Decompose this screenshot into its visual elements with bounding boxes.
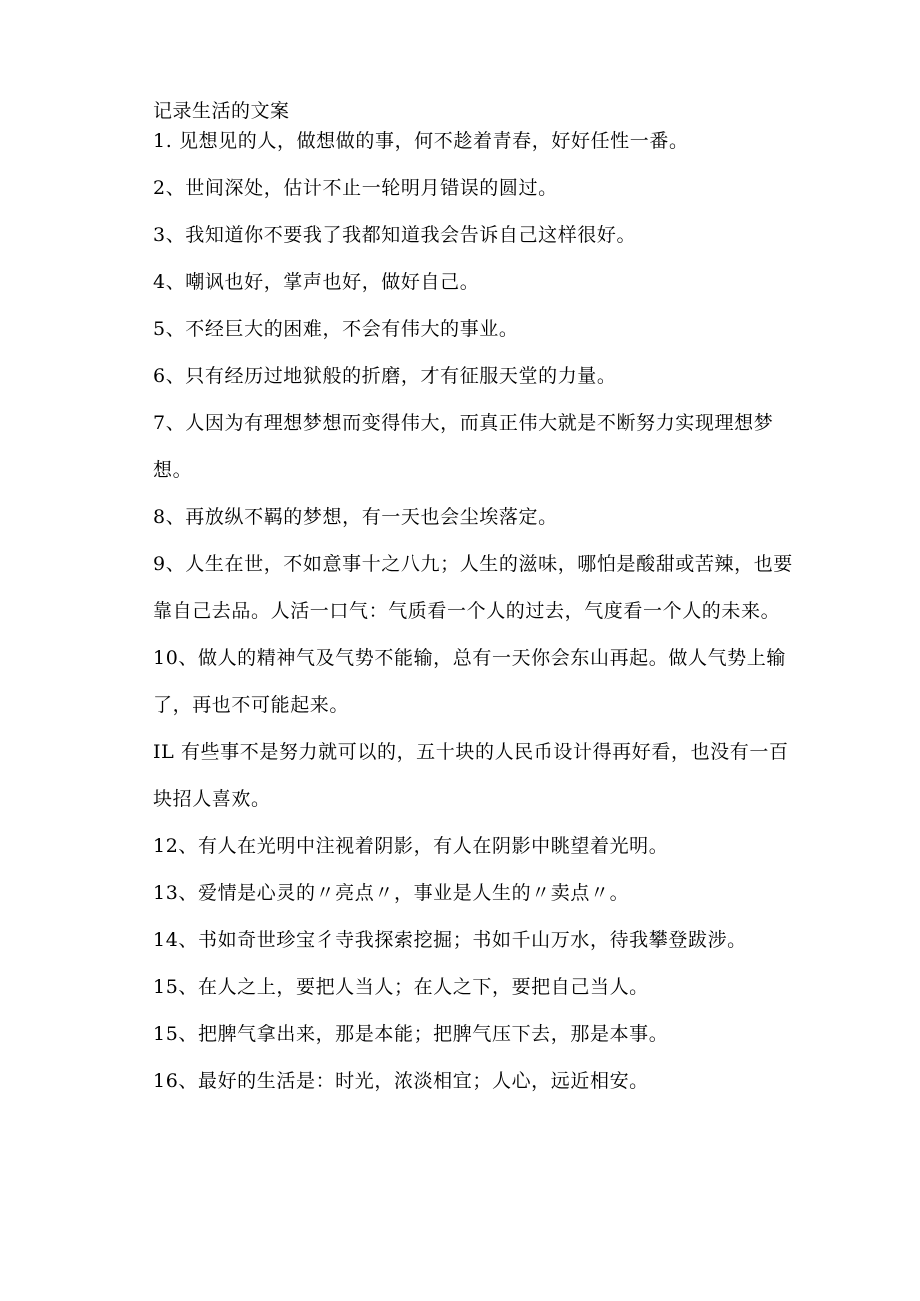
- quote-entry-13: 13、爱情是心灵的〃亮点〃，事业是人生的〃卖点〃。: [153, 882, 630, 904]
- quote-entry-5: 5、不经巨大的困难，不会有伟大的事业。: [153, 318, 519, 340]
- quote-entry-8: 8、再放纵不羁的梦想，有一天也会尘埃落定。: [153, 506, 558, 528]
- quote-entry-11: IL 有些事不是努力就可以的，五十块的人民币设计得再好看，也没有一百块招人喜欢。: [153, 741, 789, 810]
- quote-entry-7: 7、人因为有理想梦想而变得伟大，而真正伟大就是不断努力实现理想梦想。: [153, 412, 774, 481]
- document-title: 记录生活的文案: [153, 100, 290, 122]
- quote-entry-15a: 15、在人之上，要把人当人；在人之下，要把自己当人。: [153, 976, 649, 998]
- quote-entry-12: 12、有人在光明中注视着阴影，有人在阴影中眺望着光明。: [153, 835, 669, 857]
- quote-entry-2: 2、世间深处，估计不止一轮明月错误的圆过。: [153, 177, 558, 199]
- quote-entry-16: 16、最好的生活是：时光，浓淡相宜；人心，远近相安。: [153, 1070, 649, 1092]
- quote-entry-10: 10、做人的精神气及气势不能输，总有一天你会东山再起。做人气势上输了，再也不可能起来。: [153, 647, 786, 716]
- quote-entry-4: 4、嘲讽也好，掌声也好，做好自己。: [153, 271, 480, 293]
- quote-entry-3: 3、我知道你不要我了我都知道我会告诉自己这样很好。: [153, 224, 637, 246]
- quote-entry-1: 1. 见想见的人，做想做的事，何不趁着青春，好好任性一番。: [153, 130, 689, 152]
- quote-entry-14: 14、书如奇世珍宝彳寺我探索挖掘；书如千山万水，待我攀登跋涉。: [153, 929, 747, 951]
- quote-entry-15b: 15、把脾气拿出来，那是本能；把脾气压下去，那是本事。: [153, 1023, 669, 1045]
- quote-entry-9: 9、人生在世，不如意事十之八九；人生的滋味，哪怕是酸甜或苦辣，也要靠自己去品。人活一口气：气质看一个人的过去，气度看一个人的未来。: [153, 553, 793, 622]
- document-body: [153, 96, 793, 1105]
- quote-entry-6: 6、只有经历过地狱般的折磨，才有征服天堂的力量。: [153, 365, 617, 387]
